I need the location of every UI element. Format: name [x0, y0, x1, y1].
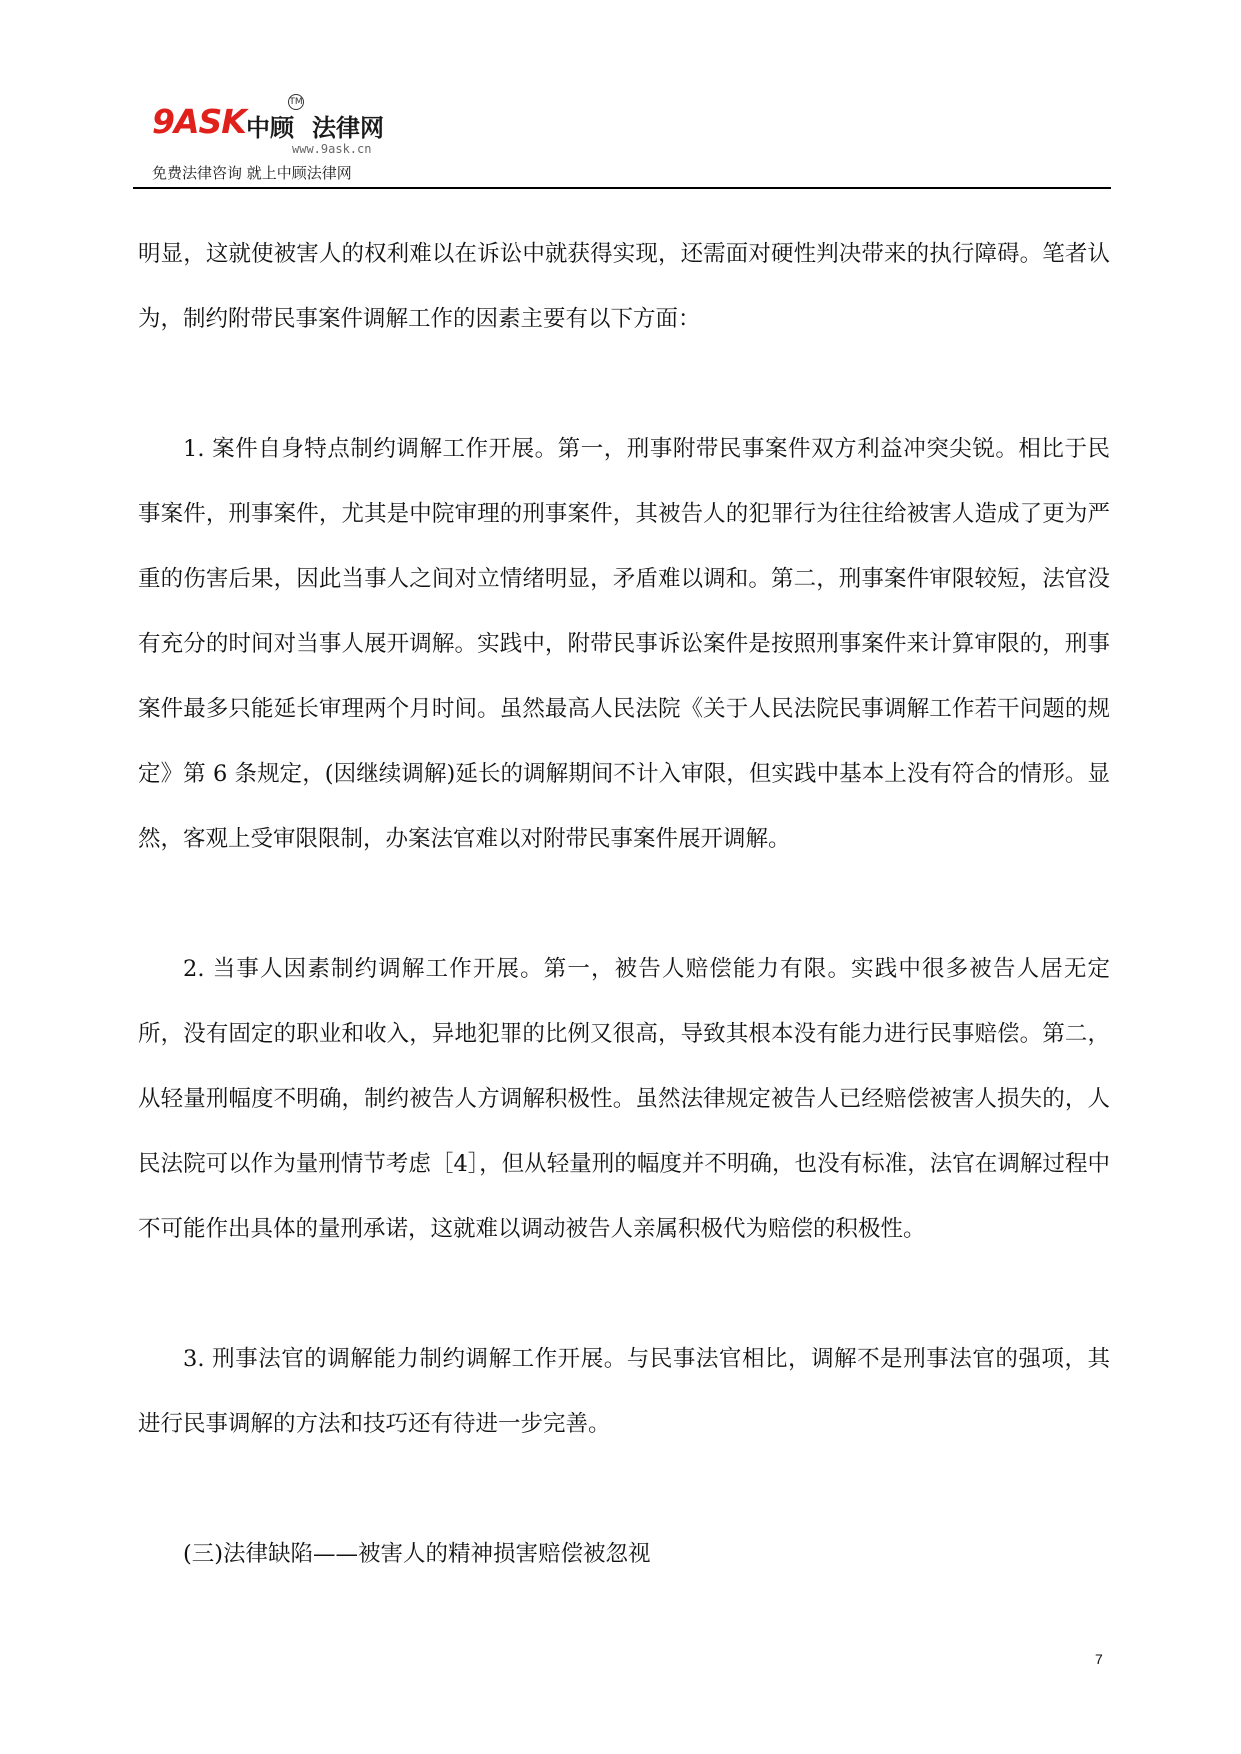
- paragraph-point-3: 3. 刑事法官的调解能力制约调解工作开展。与民事法官相比，调解不是刑事法官的强项，其进行民事调解的方法和技巧还有待进一步完善。: [138, 1346, 1110, 1437]
- trademark-badge: TM: [288, 94, 304, 110]
- site-logo: [152, 97, 412, 182]
- paragraph-gap: [138, 1457, 1110, 1522]
- paragraph-point-1: 1. 案件自身特点制约调解工作开展。第一，刑事附带民事案件双方利益冲突尖锐。相比于民事案件，刑事案件，尤其是中院审理的刑事案件，其被告人的犯罪行为往往给被害人造成了更为严重的伤害后果，因此当事人之间对立情绪明显，矛盾难以调和。第二，刑事案件审限较短，法官没有充分的时间对当事人展开调解。实践中，附带民事诉讼案件是按照刑事案件来计算审限的，刑事案件最多只能延长审理两个月时间。虽然最高人民法院《关于人民法院民事调解工作若干问题的规定》第 6 条规定，(因继续调解)延长的调解期间不计入审限，但实践中基本上没有符合的情形。显然，客观上受审限限制，办案法官难以对附带民事案件展开调解。: [138, 436, 1110, 852]
- paragraph-gap: [138, 872, 1110, 937]
- section-heading: (三)法律缺陷——被害人的精神损害赔偿被忽视: [183, 1541, 651, 1567]
- logo-name-part2: 法律网: [312, 114, 384, 142]
- paragraph-gap: [138, 352, 1110, 417]
- logo-brand: 9ASK: [152, 102, 246, 141]
- paragraph-point-2: 2. 当事人因素制约调解工作开展。第一，被告人赔偿能力有限。实践中很多被告人居无定所，没有固定的职业和收入，异地犯罪的比例又很高，导致其根本没有能力进行民事赔偿。第二，从轻量刑幅度不明确，制约被告人方调解积极性。虽然法律规定被告人已经赔偿被害人损失的，人民法院可以作为量刑情节考虑［4］，但从轻量刑的幅度并不明确，也没有标准，法官在调解过程中不可能作出具体的量刑承诺，这就难以调动被告人亲属积极代为赔偿的积极性。: [138, 956, 1110, 1242]
- header-divider: [133, 187, 1111, 189]
- paragraph-continuation: 明显，这就使被害人的权利难以在诉讼中就获得实现，还需面对硬性判决带来的执行障碍。笔者认为，制约附带民事案件调解工作的因素主要有以下方面：: [138, 241, 1110, 332]
- logo-url: www.9ask.cn: [292, 142, 372, 156]
- paragraph-gap: [138, 1262, 1110, 1327]
- logo-slogan: 免费法律咨询 就上中顾法律网: [152, 164, 352, 182]
- page-number: 7: [1095, 1651, 1103, 1667]
- logo-name-part1: 中顾: [246, 114, 294, 142]
- document-body: [138, 222, 1110, 1587]
- page-header: [137, 92, 1117, 188]
